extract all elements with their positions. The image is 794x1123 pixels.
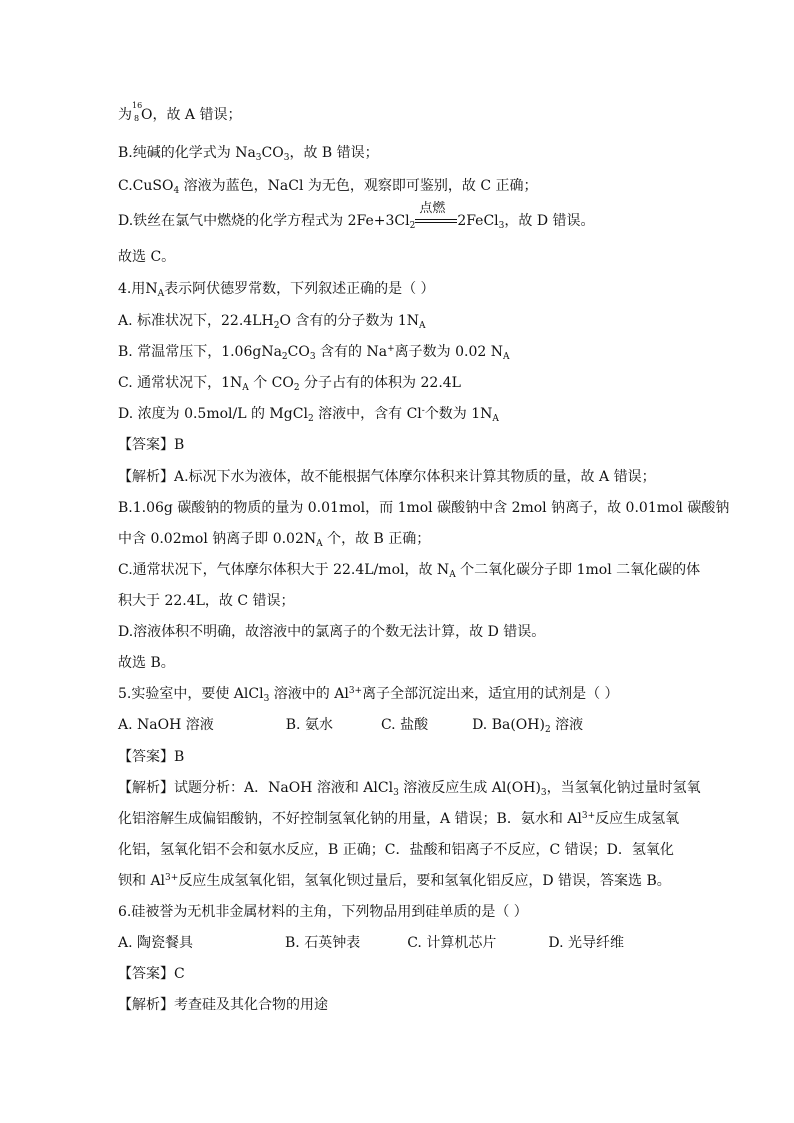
question-5-explanation-1 [118, 778, 701, 798]
subscript: A [492, 414, 499, 424]
question-6-answer: 【答案】C [118, 966, 185, 982]
explanation-line-isotope [118, 101, 242, 125]
reaction-condition-arrow [415, 201, 457, 231]
text: 离子全部沉淀出来，适宜用的试剂是（ ） [362, 686, 619, 702]
subscript: 2 [544, 725, 551, 735]
text: D.铁丝在氯气中燃烧的化学方程式为 2Fe+3Cl [118, 213, 410, 229]
text: 离子数为 0.02 N [394, 344, 503, 360]
subscript: A [157, 289, 165, 299]
subscript: 4 [173, 186, 180, 196]
question-4-explanation-3 [118, 529, 430, 549]
question-5-explanation-2 [118, 809, 679, 829]
question-4-answer: 【答案】B [118, 437, 185, 453]
text: CO [287, 344, 310, 360]
superscript: - [421, 406, 425, 416]
option-d: D. 光导纤维 [548, 935, 624, 951]
question-4-stem [118, 279, 435, 299]
text: ，故 D 错误。 [504, 213, 595, 229]
superscript: 3+ [165, 873, 179, 883]
text: D. Ba(OH) [472, 717, 545, 733]
text: 溶液反应生成 Al(OH) [398, 780, 541, 796]
question-5-explanation-3: 化铝，氢氧化铝不会和氨水反应，B 正确；C．盐酸和铝离子不反应，C 错误；D．氢氧化 [118, 842, 674, 858]
isotope-notation [132, 101, 143, 125]
text: 钡和 Al [118, 873, 166, 889]
question-6-options [118, 933, 624, 953]
question-4-option-a [118, 311, 425, 331]
reaction-condition: 点燃 [419, 201, 446, 216]
subscript: 3 [498, 221, 505, 231]
subscript: 3 [540, 788, 547, 798]
text: 溶液 [550, 717, 584, 733]
question-4-explanation-5: 积大于 22.4L，故 C 错误； [118, 593, 295, 609]
question-5-options [118, 715, 583, 735]
text: 2FeCl [457, 213, 499, 229]
conclusion-line: 故选 C。 [118, 249, 176, 265]
subscript: 3 [309, 352, 316, 362]
text: 【解析】试题分析：A．NaOH 溶液和 AlCl [118, 780, 394, 796]
subscript: A [242, 383, 249, 393]
subscript: A [316, 539, 323, 549]
subscript: A [449, 570, 456, 580]
question-4-explanation-7: 故选 B。 [118, 655, 175, 671]
text: 个二氧化碳分子即 1mol 二氧化碳的体 [455, 562, 701, 578]
superscript: 3+ [348, 686, 363, 696]
option-a: A. NaOH 溶液 [118, 717, 214, 733]
text: 个数为 1N [424, 406, 493, 422]
text: C.通常状况下，气体摩尔体积大于 22.4L/mol，故 N [118, 562, 450, 578]
question-4-explanation-6: D.溶液体积不明确，故溶液中的氯离子的个数无法计算，故 D 错误。 [118, 624, 546, 640]
text: B. 常温常压下，1.06gNa [118, 344, 282, 360]
option-d [472, 717, 583, 733]
subscript: 2 [293, 383, 300, 393]
subscript: A [418, 321, 426, 331]
text: ，故 B 错误； [289, 145, 379, 161]
question-4-explanation-2: B.1.06g 碳酸钠的物质的量为 0.01mol，而 1mol 碳酸钠中含 2mol 钠离子，故 0.01mol 碳酸钠 [118, 500, 730, 516]
text: D. 浓度为 0.5mol/L 的 MgCl [118, 406, 308, 422]
text: 4.用N [118, 281, 158, 297]
option-b: B. 氨水 [285, 717, 333, 733]
question-5-explanation-4 [118, 871, 671, 891]
mass-number: 16 [132, 101, 143, 110]
explanation-line-d [118, 201, 595, 231]
text: 个，故 B 正确； [322, 531, 431, 547]
subscript: 2 [273, 321, 280, 331]
text: 为 [118, 107, 132, 123]
text: O，故 A 错误； [141, 107, 242, 123]
question-5-answer: 【答案】B [118, 749, 185, 765]
option-c: C. 盐酸 [380, 717, 429, 733]
text: 含有的 Na [315, 344, 388, 360]
question-6-stem: 6.硅被誉为无机非金属材料的主角，下列物品用到硅单质的是（ ） [118, 904, 528, 920]
subscript: 3 [255, 153, 262, 163]
subscript: 2 [281, 352, 288, 362]
atomic-number: 8 [134, 114, 140, 123]
subscript: 2 [307, 414, 314, 424]
text: 反应生成氢氧化铝，氢氧化钡过量后，要和氢氧化铝反应，D 错误，答案选 B。 [178, 873, 671, 889]
text: B.纯碱的化学式为 Na [118, 145, 256, 161]
text: 溶液为蓝色，NaCl 为无色，观察即可鉴别，故 C 正确； [179, 178, 538, 194]
subscript: 3 [283, 153, 290, 163]
text: O 含有的分子数为 1N [279, 313, 419, 329]
text: 化铝溶解生成偏铝酸钠，不好控制氢氧化钠的用量，A 错误；B．氨水和 Al [118, 811, 582, 827]
subscript: 3 [263, 694, 270, 704]
question-4-option-c [118, 373, 461, 393]
question-4-option-b [118, 342, 509, 362]
question-5-stem [118, 684, 619, 704]
subscript: A [502, 352, 510, 362]
text: 反应生成氢氧 [595, 811, 680, 827]
question-4-option-d [118, 404, 499, 424]
superscript: + [387, 344, 395, 354]
option-a: A. 陶瓷餐具 [118, 935, 194, 951]
subscript: 3 [393, 788, 399, 798]
text: 分子占有的体积为 22.4L [299, 375, 461, 391]
text: 表示阿伏德罗常数，下列叙述正确的是（ ） [164, 281, 435, 297]
question-4-explanation-4 [118, 560, 700, 580]
option-b: B. 石英钟表 [285, 935, 361, 951]
text: 中含 0.02mol 钠离子即 0.02N [118, 531, 317, 547]
question-6-explanation-1: 【解析】考查硅及其化合物的用途 [118, 997, 328, 1013]
option-c: C. 计算机芯片 [407, 935, 497, 951]
text: C. 通常状况下，1N [118, 375, 243, 391]
text: 溶液中的 Al [269, 686, 349, 702]
subscript: 2 [409, 221, 416, 231]
text: 个 CO [248, 375, 294, 391]
text: CO [261, 145, 284, 161]
text: A. 标准状况下，22.4LH [118, 313, 274, 329]
text: ，当氢氧化钠过量时氢氧 [546, 780, 701, 796]
explanation-line-b [118, 143, 379, 163]
superscript: 3+ [581, 811, 596, 821]
explanation-line-c [118, 176, 538, 196]
text: C.CuSO [118, 178, 174, 194]
question-4-explanation-1: 【解析】A.标况下水为液体，故不能根据气体摩尔体积来计算其物质的量，故 A 错误； [118, 469, 656, 485]
text: 溶液中，含有 Cl [313, 406, 422, 422]
text: 5.实验室中，要使 AlCl [118, 686, 264, 702]
